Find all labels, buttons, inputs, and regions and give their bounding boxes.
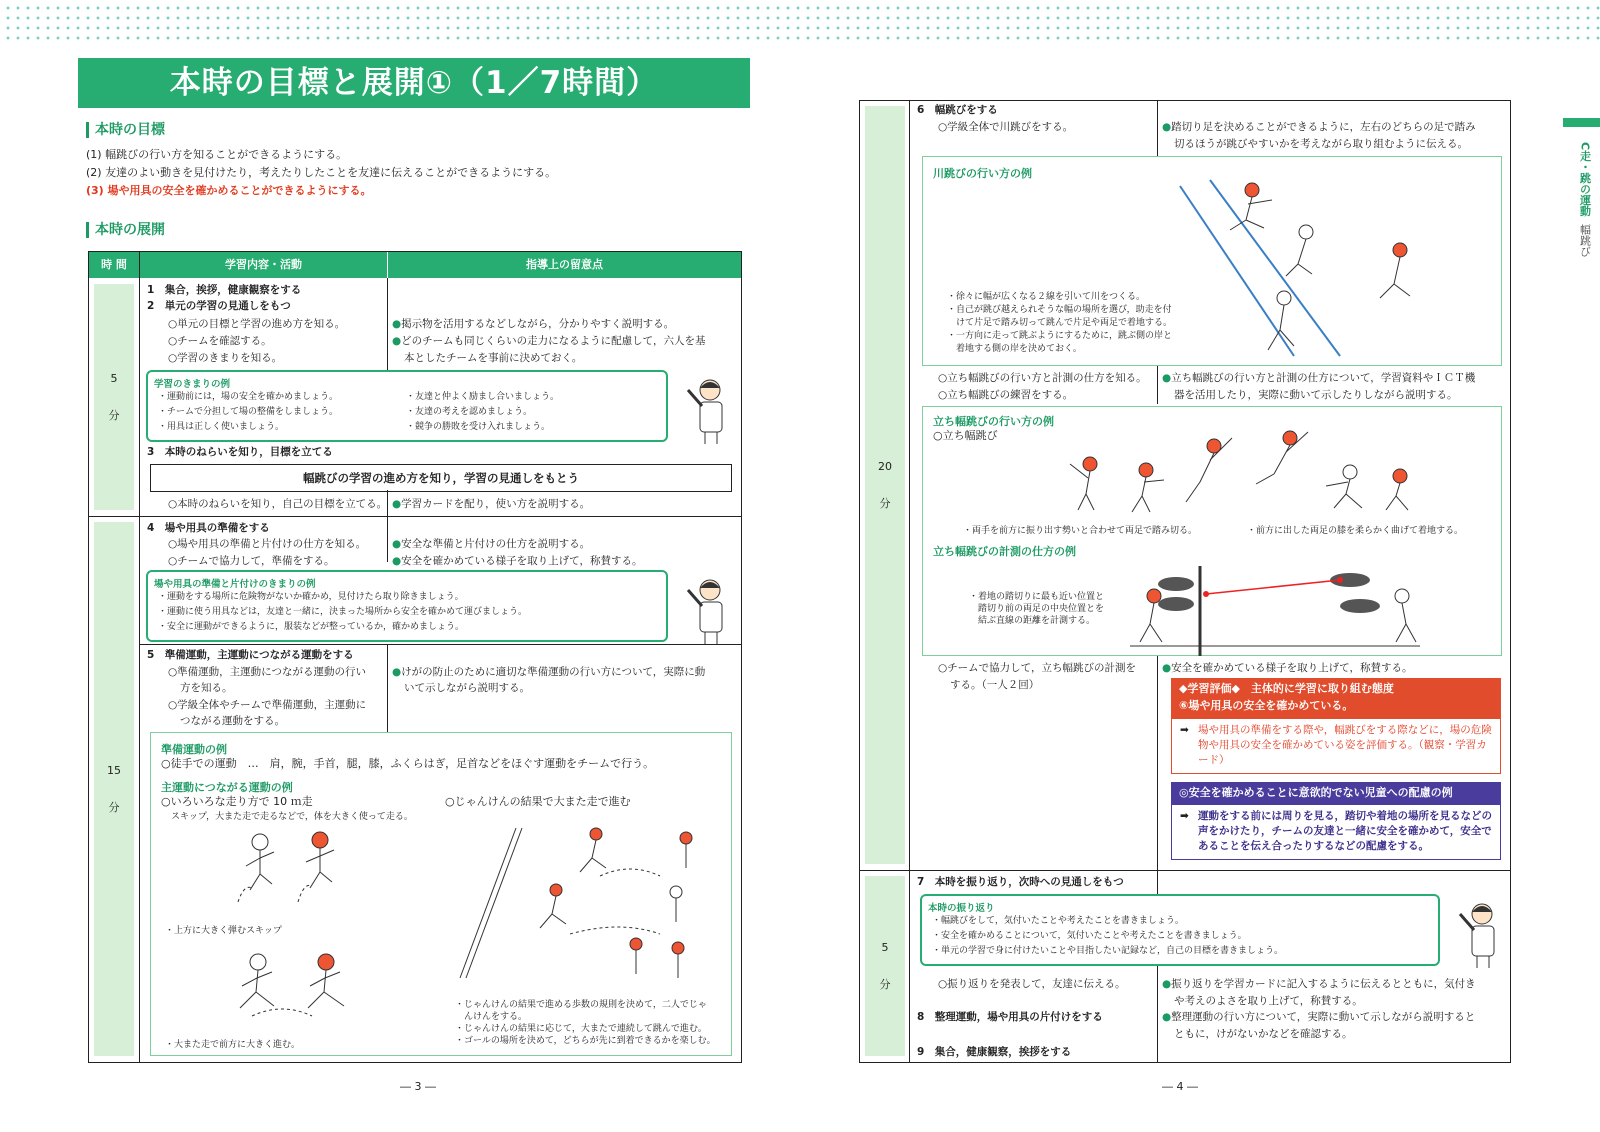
- page-title: 本時の目標と展開①（1／7時間）: [78, 58, 750, 108]
- care-body: ➡ 運動をする前には周りを見る，踏切や着地の場所を見るなどの声をかけたり，チームの友達と一緒に安全を確かめて，安全であることを伝え合ったりするなどの配慮をする。: [1171, 804, 1501, 860]
- time-cell-5: 5 分: [94, 284, 134, 510]
- note-2b: 本としたチームを事前に決めておく。: [404, 352, 583, 364]
- note-6-2b: 器を活用したり，実際に動いて示したりしながら説明する。: [1174, 389, 1458, 401]
- dot-pattern: [0, 0, 1600, 40]
- note-5: ●けがの防止のために適切な準備運動の行い方について，実際に動: [392, 666, 706, 678]
- sidebar-accent: [1563, 118, 1600, 127]
- note-4-1: ●安全な準備と片付けの仕方を説明する。: [392, 538, 591, 550]
- time-cell-15: 15 分: [94, 522, 134, 1056]
- note-5b: いて示しながら説明する。: [404, 682, 530, 694]
- goal-1: (1) 幅跳びの行い方を知ることができるようにする。: [86, 148, 348, 161]
- activity-6-1: ○学級全体で川跳びをする。: [938, 121, 1074, 133]
- activity-2-1: ○単元の目標と学習の進め方を知る。: [168, 318, 346, 330]
- activity-1: 1 集合，挨拶，健康観察をする: [147, 284, 302, 296]
- activity-8: 8 整理運動，場や用具の片付けをする: [917, 1011, 1103, 1023]
- note-2: ●どのチームも同じくらいの走力になるように配慮して，六人を基: [392, 335, 706, 347]
- activity-2-2: ○チームを確認する。: [168, 335, 272, 347]
- time-cell-20: 20 分: [865, 106, 905, 864]
- measure-illustration: [1120, 566, 1440, 656]
- note-6-2: ●立ち幅跳びの行い方と計測の仕方について，学習資料やＩＣＴ機: [1162, 372, 1476, 384]
- evaluation-header: ◆学習評価◆ 主体的に学習に取り組む態度 ⑥場や用具の安全を確かめている。: [1171, 678, 1501, 718]
- note-1: ●掲示物を活用するなどしながら，分かりやすく説明する。: [392, 318, 675, 330]
- sidebar-sub: 幅跳び: [1578, 224, 1592, 258]
- activity-4: 4 場や用具の準備をする: [147, 522, 270, 534]
- sidebar-label: C走・跳の運動 幅跳び: [1578, 142, 1592, 258]
- warmup-examples-box: 準備運動の例 ○徒手での運動 … 肩，腕，手首，腿，膝，ふくらはぎ，足首などをほぐす運動をチームで行う。 主運動につながる運動の例 ○いろいろな走り方で 10 ｍ走 スキップ，大また走で走るなどで，体を大きく使って走る。 ○じゃんけんの結果で大また走で進む ・上方に大きく弾むスキップ ・大また走で前方に大きく進む。 ・じゃんけんの結果で進める歩数の規則を決めて，二人でじゃ んけんをする。 ・じゃんけんの結果に応じて，大またで連続して跳んで進む。 ・ゴールの場所を決めて，どちらが先に到着できるかを楽しむ。: [150, 732, 732, 1056]
- care-header: ◎安全を確かめることに意欲的でない児童への配慮の例: [1171, 782, 1501, 804]
- activity-3-1: ○本時のねらいを知り，自己の目標を立てる。: [168, 498, 388, 510]
- development-heading: 本時の展開: [86, 222, 165, 238]
- note-6: ●踏切り足を決めることができるように，左右のどちらの足で踏み: [1162, 121, 1476, 133]
- note-6-4: ●安全を確かめている様子を取り上げて，称賛する。: [1162, 662, 1413, 674]
- activity-3: 3 本時のねらいを知り，目標を立てる: [147, 446, 333, 458]
- rules-box: 学習のきまりの例 ・運動前には，場の安全を確かめましょう。 ・チームで分担して場の整備をしましょう。 ・用具は正しく使いましょう。 ・友達と仲よく励まし合いましょう。 ・友達の考えを認めましょう。 ・競争の勝敗を受け入れましょう。: [146, 370, 668, 442]
- activity-2: 2 単元の学習の見通しをもつ: [147, 300, 291, 312]
- col-time: 時 間: [89, 252, 139, 278]
- note-7b: や考えのよさを取り上げて，称賛する。: [1174, 995, 1363, 1007]
- goal-3: (3) 場や用具の安全を確かめることができるようにする。: [86, 184, 372, 197]
- activity-5-2: ○学級全体やチームで準備運動，主運動に: [168, 699, 367, 711]
- lesson-aim-box: 幅跳びの学習の進め方を知り，学習の見通しをもとう: [150, 464, 732, 492]
- note-8b: ともに，けがないかなどを確認する。: [1174, 1028, 1353, 1040]
- time-cell-5b: 5 分: [865, 876, 905, 1056]
- river-jump-illustration: [1180, 180, 1440, 360]
- activity-9: 9 集合，健康観察，挨拶をする: [917, 1046, 1072, 1058]
- activity-5-1: ○準備運動，主運動につながる運動の行い: [168, 666, 366, 678]
- activity-4-1: ○場や用具の準備と片付けの仕方を知る。: [168, 538, 367, 550]
- note-4-2: ●安全を確かめている様子を取り上げて，称賛する。: [392, 555, 643, 567]
- activity-6-4: ○チームで協力して，立ち幅跳びの計測を: [938, 662, 1136, 674]
- teacher-icon: [678, 376, 734, 444]
- note-3: ●学習カードを配り，使い方を説明する。: [392, 498, 591, 510]
- activity-7-1: ○振り返りを発表して，友達に伝える。: [938, 978, 1126, 990]
- reflection-box: 本時の振り返り ・幅跳びをして，気付いたことや考えたことを書きましょう。 ・安全を確かめることについて，気付いたことや考えたことを書きましょう。 ・単元の学習で身に付けたいことや目指したい記録など，自己の目標を書きましょう。: [920, 894, 1440, 966]
- activity-2-3: ○学習のきまりを知る。: [168, 352, 283, 364]
- janken-illustration: [460, 828, 730, 998]
- note-7: ●振り返りを学習カードに記入するように伝えるとともに，気付き: [1162, 978, 1476, 990]
- goal-2: (2) 友達のよい動きを見付けたり，考えたりしたことを友達に伝えることができるようにする。: [86, 166, 557, 179]
- note-6b: 切るほうが跳びやすいかを考えながら取り組むように伝える。: [1174, 138, 1468, 150]
- activity-5: 5 準備運動，主運動につながる運動をする: [147, 649, 354, 661]
- activity-5-1b: 方を知る。: [180, 682, 233, 694]
- activity-6-2: ○立ち幅跳びの行い方と計測の仕方を知る。: [938, 372, 1147, 384]
- teacher-icon: [678, 576, 734, 644]
- col-activity: 学習内容・活動: [140, 252, 387, 278]
- evaluation-body: ➡ 場や用具の準備をする際や，幅跳びをする際などに，場の危険物や用具の安全を確かめている姿を評価する。（観察・学習カード）: [1171, 718, 1501, 774]
- activity-4-2: ○チームで協力して，準備をする。: [168, 555, 335, 567]
- col-notes: 指導上の留意点: [388, 252, 741, 278]
- skip-children-illustration: [220, 828, 360, 908]
- teacher-icon: [1450, 900, 1506, 968]
- note-8: ●整理運動の行い方について，実際に動いて示しながら説明すると: [1162, 1011, 1476, 1023]
- page-number-right: ― 4 ―: [1162, 1080, 1198, 1093]
- activity-6-4b: する。（一人２回）: [950, 679, 1040, 691]
- activity-5-2b: つながる運動をする。: [180, 715, 285, 727]
- activity-6-3: ○立ち幅跳びの練習をする。: [938, 389, 1074, 401]
- standing-jump-box: 立ち幅跳びの行い方の例 ○立ち幅跳び ・両手を前方に振り出す勢いと合わせて両足で踏み切る。 ・前方に出した両足の膝を柔らかく曲げて着地する。 立ち幅跳びの計測の仕方の例 ・着地の踏切りに最も近い位置と 踏切り前の両足の中央位置とを 結ぶ直線の距離を計測する。: [922, 406, 1502, 656]
- river-jump-box: 川跳びの行い方の例 ・徐々に幅が広くなる２線を引いて川をつくる。 ・自己が跳び越えられそうな幅の場所を選び，助走を付 けて片足で踏み切って跳んで片足や両足で着地する。 ・一方向に走って跳ぶようにするために，跳ぶ側の岸と 着地する側の岸を決めておく。: [922, 156, 1502, 366]
- prep-rules-box: 場や用具の準備と片付けのきまりの例 ・運動をする場所に危険物がないか確かめ，見付けたら取り除きましょう。 ・運動に使う用具などは，友達と一緒に，決まった場所から安全を確かめて運びましょう。 ・安全に運動ができるように，服装などが整っているか，確かめましょう。: [146, 570, 668, 642]
- stride-children-illustration: [222, 950, 362, 1030]
- activity-6: 6 幅跳びをする: [917, 104, 998, 116]
- standing-jump-illustration: [1050, 424, 1430, 524]
- activity-7: 7 本時を振り返り，次時への見通しをもつ: [917, 876, 1124, 888]
- page-number-left: ― 3 ―: [400, 1080, 436, 1093]
- goals-heading: 本時の目標: [86, 122, 165, 138]
